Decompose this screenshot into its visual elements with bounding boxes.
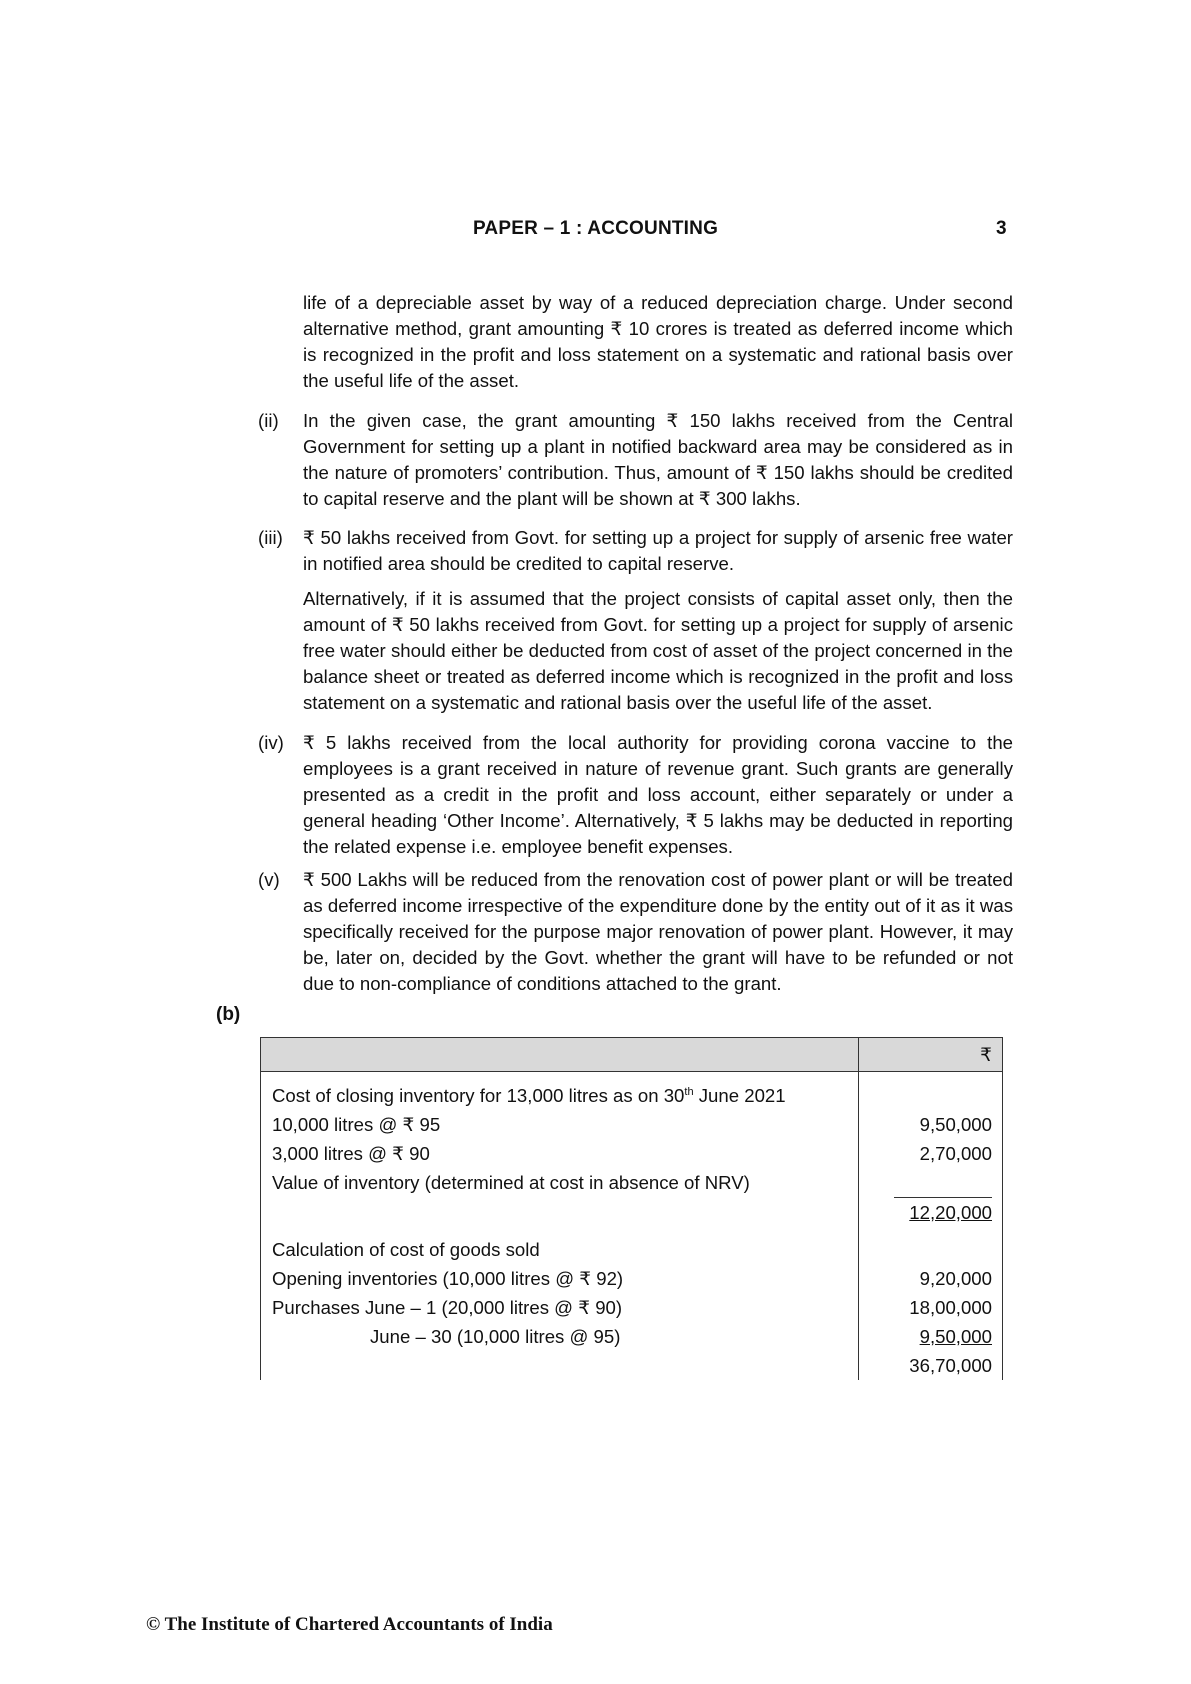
currency-header: ₹	[858, 1038, 1002, 1072]
page-number: 3	[996, 218, 1007, 239]
item-number-iv: (iv)	[258, 732, 284, 753]
amount-cogs-total: 36,70,000	[858, 1351, 1002, 1380]
row-3000-litres: 3,000 litres @ ₹ 90	[261, 1139, 859, 1168]
row-opening-inventories: Opening inventories (10,000 litres @ ₹ 92)	[261, 1264, 859, 1293]
table-row	[261, 1072, 1003, 1111]
row-closing-inventory	[261, 1072, 859, 1111]
table-row	[261, 1168, 1003, 1197]
table-row	[261, 1322, 1003, 1351]
table-row	[261, 1293, 1003, 1322]
paragraph-iii: ₹ 50 lakhs received from Govt. for setting up a project for supply of arsenic free water in notified area should be credited to capital reserve.	[303, 527, 1013, 574]
page-title: PAPER – 1 : ACCOUNTING	[472, 218, 719, 239]
row-cogs-heading: Calculation of cost of goods sold	[261, 1227, 859, 1264]
section-b-label: (b)	[216, 1004, 241, 1025]
inventory-table	[260, 1037, 1003, 1380]
row-value-of-inventory: Value of inventory (determined at cost in absence of NRV)	[261, 1168, 859, 1197]
paragraph-v: ₹ 500 Lakhs will be reduced from the renovation cost of power plant or will be treated as deferred income irrespective of the expenditure done by the entity out of it as it was specifically received for the purpose major renovation of power plant. However, it may be, later on, decided by the Govt. whether the grant will have to be refunded or not due to non-compliance of conditions attached to the grant.	[303, 869, 1013, 994]
table-row	[261, 1197, 1003, 1227]
table-row	[261, 1110, 1003, 1139]
table-row	[261, 1351, 1003, 1380]
footer-copyright: © The Institute of Chartered Accountants of India	[146, 1614, 553, 1635]
table-header-row	[261, 1038, 1003, 1072]
amount-10000-litres: 9,50,000	[858, 1110, 1002, 1139]
amount-inventory-total: 12,20,000	[909, 1202, 992, 1224]
paragraph-ii: In the given case, the grant amounting ₹ 150 lakhs received from the Central Government for setting up a plant in notified backward area may be considered as in the nature of promoters’ contribution. Thus, amount of ₹ 150 lakhs should be credited to capital reserve and the plant will be shown at ₹ 300 lakhs.	[303, 410, 1013, 509]
row-closing-inventory-text: Cost of closing inventory for 13,000 litres as on 30	[272, 1085, 685, 1107]
item-number-ii: (ii)	[258, 410, 279, 431]
row-purchases-june-1: Purchases June – 1 (20,000 litres @ ₹ 90)	[261, 1293, 859, 1322]
header-desc-cell	[261, 1038, 859, 1072]
amount-3000-litres: 2,70,000	[858, 1139, 1002, 1168]
table-row	[261, 1264, 1003, 1293]
row-purchases-june-30: June – 30 (10,000 litres @ 95)	[370, 1326, 621, 1348]
paragraph-continued: life of a depreciable asset by way of a reduced depreciation charge. Under second alternative method, grant amounting ₹ 10 crores is treated as deferred income which is recognized in the profit and loss statement on a systematic and rational basis over the useful life of the asset.	[303, 292, 1013, 391]
item-number-v: (v)	[258, 869, 280, 890]
amount-purchases-june-1: 18,00,000	[858, 1293, 1002, 1322]
amount-opening-inventories: 9,20,000	[858, 1264, 1002, 1293]
item-number-iii: (iii)	[258, 527, 283, 548]
table-row	[261, 1227, 1003, 1264]
amount-purchases-june-30: 9,50,000	[919, 1326, 992, 1348]
table-row	[261, 1139, 1003, 1168]
row-10000-litres: 10,000 litres @ ₹ 95	[261, 1110, 859, 1139]
paragraph-iv: ₹ 5 lakhs received from the local authority for providing corona vaccine to the employees is a grant received in nature of revenue grant. Such grants are generally presented as a credit in the profit and loss account, either separately or under a general heading ‘Other Income’. Alternatively, ₹ 5 lakhs may be deducted in reporting the related expense i.e. employee benefit expenses.	[303, 732, 1013, 857]
row-closing-inventory-date: June 2021	[693, 1085, 786, 1107]
ordinal-suffix: th	[684, 1086, 694, 1098]
paragraph-iii-alternative: Alternatively, if it is assumed that the project consists of capital asset only, then the amount of ₹ 50 lakhs received from Govt. for setting up a project for supply of arsenic free water should either be deducted from cost of asset of the project concerned in the balance sheet or treated as deferred income which is recognized in the profit and loss statement on a systematic and rational basis over the useful life of the asset.	[303, 588, 1013, 713]
